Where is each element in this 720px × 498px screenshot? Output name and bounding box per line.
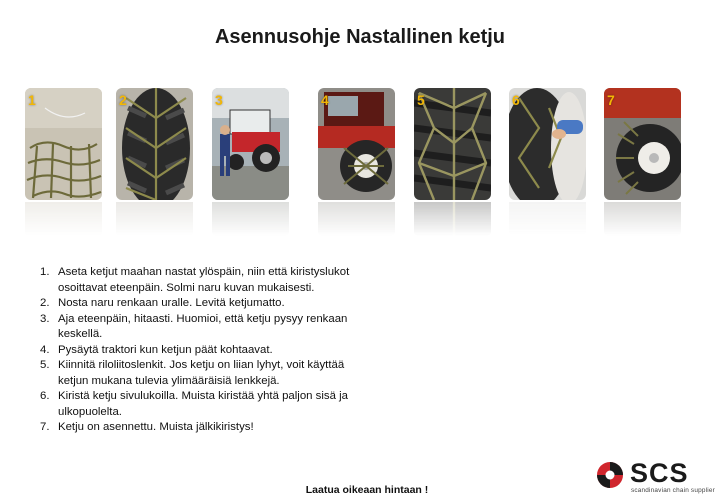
red-tractor-image — [318, 88, 395, 200]
photo-reflection — [318, 202, 395, 236]
list-item — [36, 296, 366, 312]
list-item — [36, 420, 366, 436]
photo-reflection — [212, 202, 289, 236]
scs-logo — [594, 455, 714, 495]
list-number: 5. — [40, 359, 50, 371]
step-photo-3 — [212, 88, 289, 236]
step-number: 1 — [28, 92, 36, 108]
step-photo-7 — [604, 88, 681, 236]
logo-mark-icon — [596, 461, 624, 489]
chain-closeup-image — [414, 88, 491, 200]
tractor-with-operator-image — [212, 88, 289, 200]
list-item — [36, 343, 366, 359]
instruction-list — [36, 265, 366, 436]
list-text: Ketju on asennettu. Muista jälkikiristys! — [58, 421, 254, 433]
list-item — [36, 312, 366, 343]
photo-reflection — [116, 202, 193, 236]
photo-reflection — [25, 202, 102, 236]
list-item — [36, 389, 366, 420]
list-text: Aseta ketjut maahan nastat ylöspäin, niin että kiristyslukot osoittavat eteenpäin. Solmi naru kuvan mukaisesti. — [58, 266, 350, 294]
list-text: Nosta naru renkaan uralle. Levitä ketjumatto. — [58, 297, 285, 309]
step-number: 5 — [417, 92, 425, 108]
step-photo-5 — [414, 88, 491, 236]
list-text: Pysäytä traktori kun ketjun päät kohtaavat. — [58, 343, 273, 356]
list-number: 3. — [40, 312, 50, 325]
step-number: 2 — [119, 92, 127, 108]
list-item — [36, 265, 366, 296]
list-number: 1. — [40, 266, 50, 278]
step-photo-6 — [509, 88, 586, 236]
step-number: 4 — [321, 92, 329, 108]
tightening-chain-image — [509, 88, 586, 200]
step-number: 6 — [512, 92, 520, 108]
list-text: Kiinnitä riloliitoslenkit. Jos ketju on liian lyhyt, voit käyttää ketjun mukana tulevia ylimääräisiä lenkkejä. — [58, 359, 345, 387]
step-photo-1 — [25, 88, 102, 236]
chain-on-tire-image — [116, 88, 193, 200]
chain-on-ground-image — [25, 88, 102, 200]
list-number: 2. — [40, 297, 50, 309]
step-photo-4 — [318, 88, 395, 236]
step-number: 3 — [215, 92, 223, 108]
list-item — [36, 358, 366, 389]
footer-slogan: Laatua oikeaan hintaan ! — [305, 484, 429, 496]
logo-tagline: scandinavian chain supplier — [631, 487, 715, 494]
list-text: Kiristä ketju sivulukoilla. Muista kiristää yhtä paljon sisä ja ulkopuolelta. — [58, 390, 348, 418]
installed-chain-image — [604, 88, 681, 200]
photo-reflection — [414, 202, 491, 236]
photo-strip — [0, 88, 720, 238]
logo-brand: SCS — [630, 458, 689, 488]
step-number: 7 — [607, 92, 615, 108]
photo-reflection — [509, 202, 586, 236]
list-number: 7. — [40, 421, 50, 433]
list-number: 6. — [40, 390, 50, 402]
list-number: 4. — [40, 343, 50, 356]
step-photo-2 — [116, 88, 193, 236]
photo-reflection — [604, 202, 681, 236]
page-title: Asennusohje Nastallinen ketju — [214, 26, 506, 48]
list-text: Aja eteenpäin, hitaasti. Huomioi, että ketju pysyy renkaan keskellä. — [58, 312, 348, 340]
